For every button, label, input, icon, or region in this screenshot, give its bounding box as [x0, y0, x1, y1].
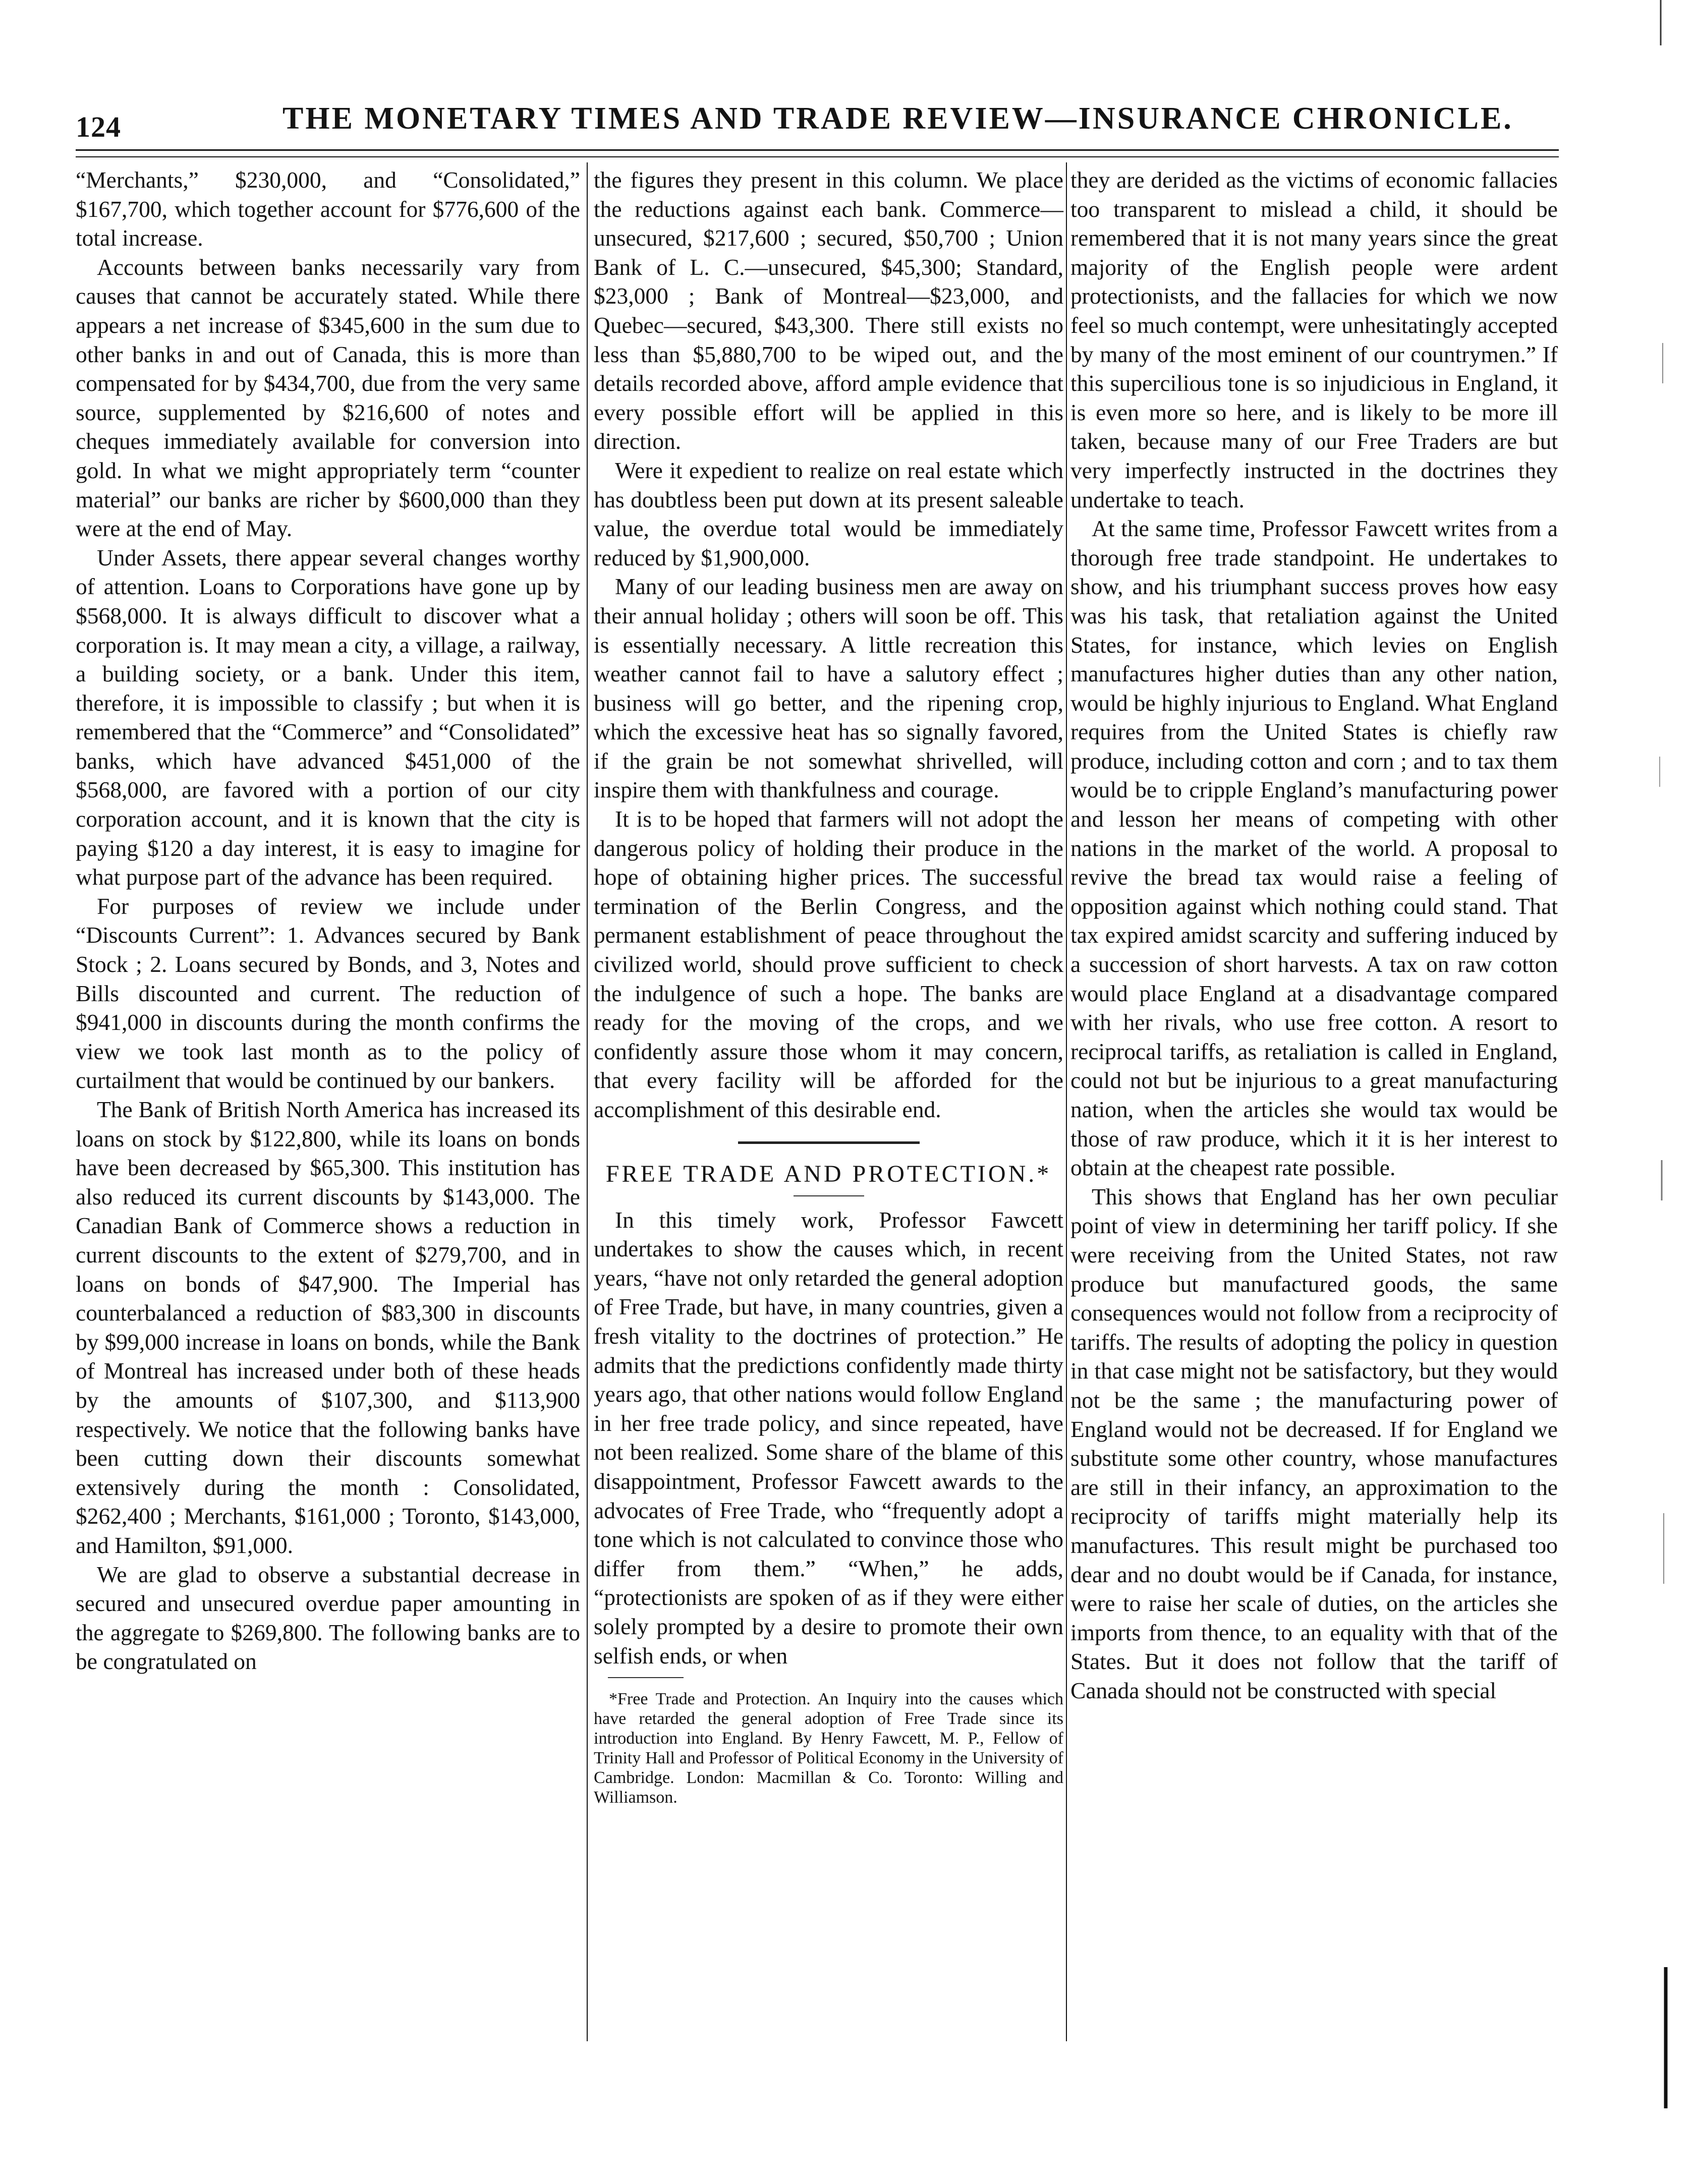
header-rule-top — [76, 149, 1559, 151]
paragraph: It is to be hoped that farmers will not adopt the dangerous policy of holding their produce in the hope of obtaining higher prices. The successful termination of the Berlin Congress, and the permanent establishment of peace throughout the civilized world, should prove sufficient to check the indulgence of such a hope. The banks are ready for the moving of the crops, and we confidently assure those whom it may concern, that every facility will be afforded for the accomplishment of this desirable end. — [594, 806, 1063, 1122]
running-head: THE MONETARY TIMES AND TRADE REVIEW—INSURANCE CHRONICLE. — [283, 101, 1513, 136]
paragraph: the figures they present in this column. We place the reductions against each bank. Commerce—unsecured, $217,600 ; secured, $50,700 ; Union Bank of L. C.—unsecured, $45,300; Standard, $23,000 ; Bank of Montreal—$23,000, and Quebec—secured, $43,300. There still exists no less than $5,880,700 to be wiped out, and the details recorded above, afford ample evidence that every possible effort will be applied in this direction. — [594, 167, 1063, 454]
paragraph: For purposes of review we include under “Discounts Current”: 1. Advances secured by Bank Stock ; 2. Loans secured by Bonds, and 3, Notes and Bills discounted and current. The reduction of $941,000 in discounts during the month confirms the view we took last month as to the policy of curtailment that would be continued by our bankers. — [76, 893, 580, 1094]
column-divider-right — [1066, 162, 1067, 2041]
header-rule-bottom — [76, 156, 1559, 157]
section-divider — [738, 1141, 920, 1144]
paragraph: Were it expedient to realize on real estate which has doubtless been put down at its present saleable value, the overdue total would be immediately reduced by $1,900,000. — [594, 457, 1063, 570]
column-1 — [76, 165, 580, 1676]
title-rule — [794, 1195, 864, 1196]
paragraph: Accounts between banks necessarily vary from causes that cannot be accurately stated. While there appears a net increase of $345,600 in the sum due to other banks in and out of Canada, this is more than compensated for by $434,700, due from the very same source, supplemented by $216,600 of notes and cheques immediately available for conversion into gold. In what we might appropriately term “counter material” our banks are richer by $600,000 than they were at the end of May. — [76, 254, 580, 542]
column-2 — [594, 165, 1063, 1807]
column-divider-left — [587, 162, 588, 2041]
paragraph: Many of our leading business men are away on their annual holiday ; others will soon be off. This is essentially necessary. A little recreation this weather cannot fail to have a salutory effect ; business will go better, and the ripening crop, which the excessive heat has so signally favored, if the grain be not somewhat shrivelled, will inspire them with thankfulness and courage. — [594, 573, 1063, 803]
page-header — [76, 101, 1513, 146]
page-number: 124 — [76, 110, 121, 143]
footnote — [594, 1689, 1063, 1807]
paragraph: In this timely work, Professor Fawcett undertakes to show the causes which, in recent years, “have not only retarded the general adoption of Free Trade, but have, in many countries, given a fresh vitality to the doctrines of protection.” He admits that the predictions confidently made thirty years ago, that other nations would follow England in her free trade policy, and since repeated, have not been realized. Some share of the blame of this disappointment, Professor Fawcett awards to the advocates of Free Trade, who “frequently adopt a tone which is not calculated to convince those who differ from them.” “When,” he adds, “protectionists are spoken of as if they were either solely prompted by a desire to promote their own selfish ends, or when — [594, 1206, 1063, 1669]
paragraph: The Bank of British North America has increased its loans on stock by $122,800, while its loans on bonds have been decreased by $65,300. This institution has also reduced its current discounts by $143,000. The Canadian Bank of Commerce shows a reduction in current discounts to the extent of $279,700, and in loans on bonds of $47,900. The Imperial has counterbalanced a reduction of $83,300 in discounts by $99,000 increase in loans on bonds, while the Bank of Montreal has increased under both of these heads by the amounts of $107,300, and $113,900 respectively. We notice that the following banks have been cutting down their discounts somewhat extensively during the month : Consolidated, $262,400 ; Merchants, $161,000 ; Toronto, $143,000, and Hamilton, $91,000. — [76, 1097, 580, 1558]
footnote-rule — [608, 1677, 684, 1678]
footnote-text: *Free Trade and Protection. An Inquiry into the causes which have retarded the general adoption of Free Trade since its introduction into England. By Henry Fawcett, M. P., Fellow of Trinity Hall and Professor of Political Economy in the University of Cambridge. London: Macmillan & Co. Toronto: Willing and Williamson. — [594, 1690, 1063, 1807]
section-title: FREE TRADE AND PROTECTION.* — [605, 1160, 1052, 1187]
column-3 — [1070, 165, 1558, 1705]
paragraph: “Merchants,” $230,000, and “Consolidated,” $167,700, which together account for $776,600 of the total increase. — [76, 167, 580, 251]
paragraph: At the same time, Professor Fawcett writes from a thorough free trade standpoint. He undertakes to show, and his triumphant success proves how easy was his task, that retaliation against the United States, for instance, which levies on English manufactures higher duties than any other nation, would be highly injurious to England. What England requires from the United States is chiefly raw produce, including cotton and corn ; and to tax them would be to cripple England’s manufacturing power and lesson her means of competing with other nations in the market of the world. A proposal to revive the bread tax would raise a feeling of opposition against which nothing could stand. That tax expired amidst scarcity and suffering induced by a succession of short harvests. A tax on raw cotton would place England at a disadvantage compared with her rivals, who use free cotton. A resort to reciprocal tariffs, as retaliation is called in England, could not but be injurious to a great manufacturing nation, when the articles she would tax would be those of raw produce, which it it is her interest to obtain at the cheapest rate possible. — [1070, 515, 1558, 1181]
paragraph: Under Assets, there appear several changes worthy of attention. Loans to Corporations have gone up by $568,000. It is always difficult to discover what a corporation is. It may mean a city, a village, a railway, a building society, or a bank. Under this item, therefore, it is impossible to classify ; but when it is remembered that the “Commerce” and “Consolidated” banks, which have advanced $451,000 of the $568,000, are favored with a portion of our city corporation account, and it is known that the city is paying $120 a day interest, it is easy to imagine for what purpose part of the advance has been required. — [76, 544, 580, 890]
paragraph: We are glad to observe a substantial decrease in secured and unsecured overdue paper amounting in the aggregate to $269,800. The following banks are to be congratulated on — [76, 1561, 580, 1675]
paragraph: This shows that England has her own peculiar point of view in determining her tariff policy. If she were receiving from the United States, not raw produce but manufactured goods, the same consequences would not follow from a reciprocity of tariffs. The results of adopting the policy in question in that case might not be satisfactory, but they would not be the same ; the manufacturing power of England would not be decreased. If for England we substitute some other country, whose manufactures are still in their infancy, an approximation to the reciprocity of tariffs might materially help its manufactures. This result might be purchased too dear and no doubt would be if Canada, for instance, were to raise her scale of duties, on the articles she imports from thence, to an equality with that of the States. But it does not follow that the tariff of Canada should not be constructed with special — [1070, 1183, 1558, 1703]
scan-edge-marks — [1651, 0, 1681, 2184]
paragraph: they are derided as the victims of economic fallacies too transparent to mislead a child, it should be remembered that it is not many years since the great majority of the English people were ardent protectionists, and the fallacies for which we now feel so much contempt, were unhesitatingly accepted by many of the most eminent of our countrymen.” If this supercilious tone is so injudicious in England, it is even more so here, and is likely to be more ill taken, because many of our Free Traders are but very imperfectly instructed in the doctrines they undertake to teach. — [1070, 167, 1558, 512]
